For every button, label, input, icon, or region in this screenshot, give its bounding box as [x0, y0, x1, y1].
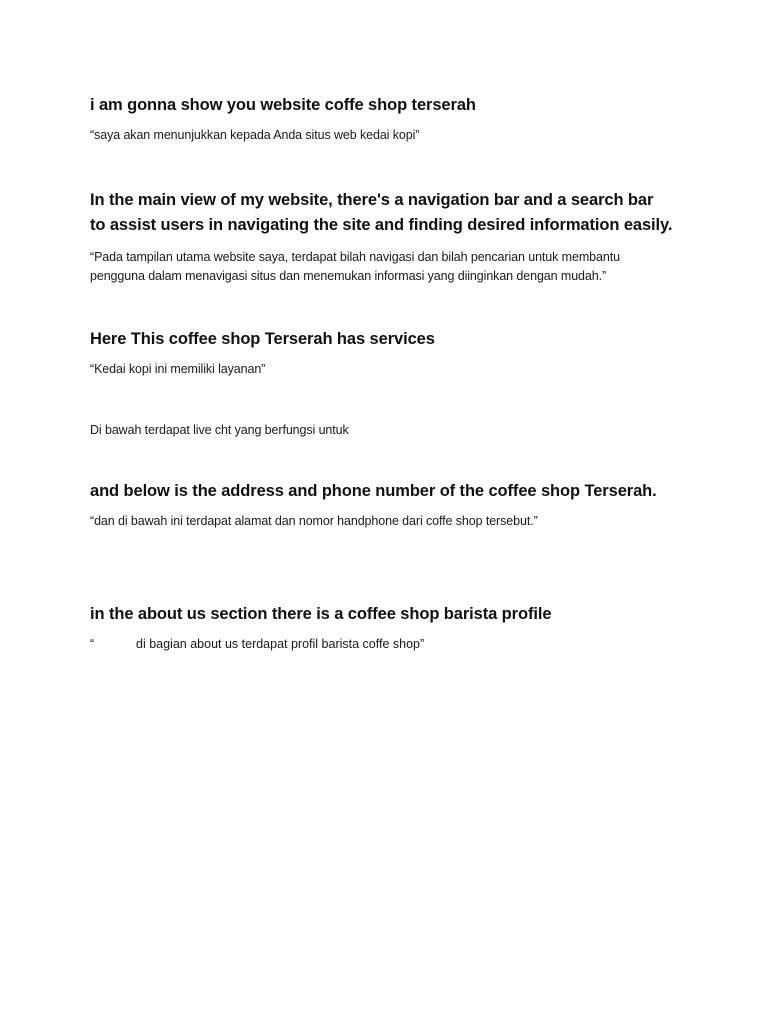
section-intro [90, 93, 690, 145]
main-view-translation-line1: “Pada tampilan utama website saya, terdapat bilah navigasi dan bilah pencarian untuk membantu [90, 250, 620, 264]
about-us-open-quote: “ [90, 637, 95, 651]
about-us-translation-text: di bagian about us terdapat profil barista coffe shop” [136, 637, 425, 651]
about-us-translation [90, 635, 690, 654]
section-address [90, 479, 710, 531]
section-main-view [90, 188, 710, 286]
intro-translation: “saya akan menunjukkan kepada Anda situs web kedai kopi” [90, 128, 420, 142]
main-view-heading-line2: to assist users in navigating the site and finding desired information easily. [90, 216, 673, 234]
section-about-us [90, 602, 690, 654]
main-view-heading-line1: In the main view of my website, there's a navigation bar and a search bar [90, 191, 654, 209]
section-live-chat [90, 421, 690, 440]
services-translation: “Kedai kopi ini memiliki layanan” [90, 362, 266, 376]
address-translation: “dan di bawah ini terdapat alamat dan nomor handphone dari coffe shop tersebut.” [90, 514, 538, 528]
section-services [90, 327, 690, 379]
address-heading: and below is the address and phone number of the coffee shop Terserah. [90, 482, 657, 500]
intro-heading: i am gonna show you website coffe shop terserah [90, 96, 476, 114]
services-heading: Here This coffee shop Terserah has services [90, 330, 435, 348]
live-chat-text: Di bawah terdapat live cht yang berfungsi untuk [90, 423, 349, 437]
about-us-heading: in the about us section there is a coffee shop barista profile [90, 605, 552, 623]
main-view-translation-line2: pengguna dalam menavigasi situs dan menemukan informasi yang diinginkan dengan mudah.” [90, 269, 607, 283]
